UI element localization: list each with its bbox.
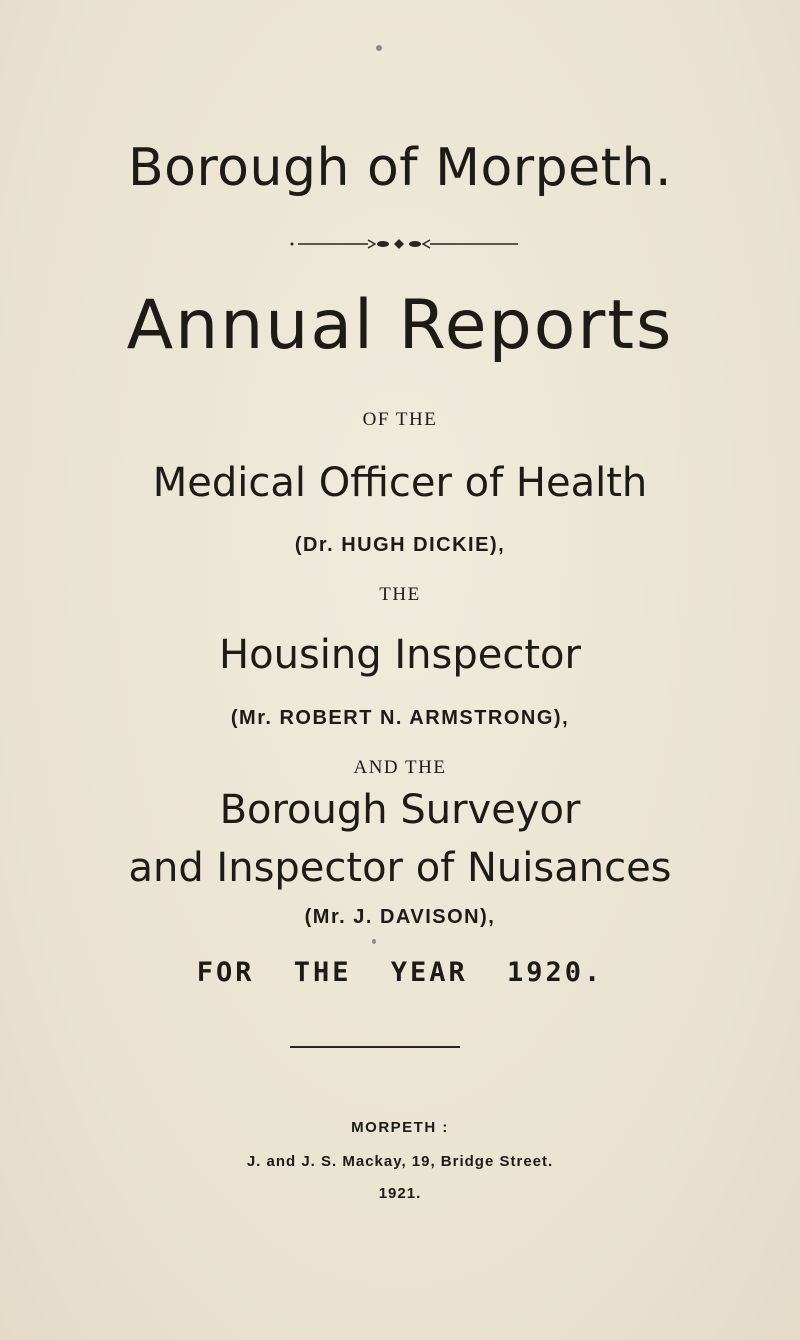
- officer-name-davison: (Mr. J. DAVISON),: [304, 906, 496, 928]
- imprint-year: 1921.: [378, 1185, 422, 1202]
- ornament-divider-icon: [0, 238, 800, 250]
- connector-and-the: AND THE: [353, 757, 447, 778]
- paper-speck: [372, 939, 376, 944]
- officer-name-armstrong: (Mr. ROBERT N. ARMSTRONG),: [230, 707, 570, 729]
- officer-name-dickie: (Dr. HUGH DICKIE),: [294, 534, 506, 556]
- connector-the: THE: [379, 584, 421, 605]
- imprint-publisher: J. and J. S. Mackay, 19, Bridge Street.: [246, 1153, 554, 1170]
- main-heading: Annual Reports: [126, 286, 674, 365]
- officer-role-medical: Medical Officer of Health: [152, 460, 648, 506]
- report-year-line: FOR THE YEAR 1920.: [196, 957, 604, 988]
- officer-role-surveyor: Borough Surveyor: [219, 787, 581, 833]
- officer-role-housing: Housing Inspector: [219, 632, 581, 678]
- connector-of-the: OF THE: [362, 409, 438, 430]
- imprint-town: MORPETH :: [351, 1119, 449, 1136]
- paper-speck: [376, 45, 382, 51]
- document-title: Borough of Morpeth.: [127, 138, 673, 198]
- officer-role-nuisances: and Inspector of Nuisances: [128, 845, 672, 891]
- horizontal-rule: [290, 1046, 460, 1048]
